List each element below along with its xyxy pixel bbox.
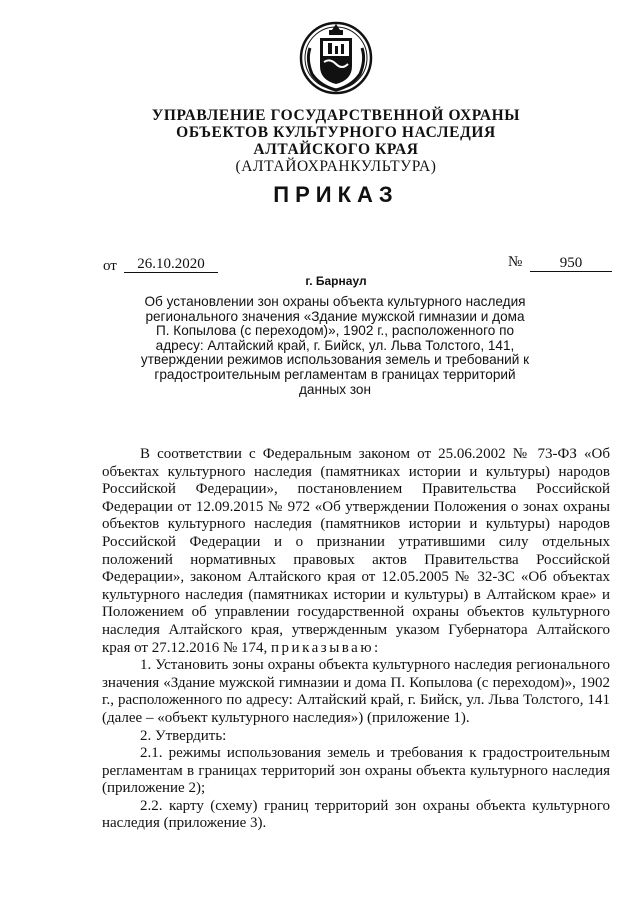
document-date: 26.10.2020 xyxy=(124,256,218,273)
preamble-text: В соответствии с Федеральным законом от 25.06.2002 № 73-ФЗ «Об объектах культурного наследия (памятниках истории и культуры) народов Российской Федерации», постановлением Правительства Российской Федерации от 12.09.2015 № 972 «Об утверждении Положения о зонах охраны объектов культурного наследия (памятников истории и культуры) народов Российской Федерации и о признании утратившими силу отдельных положений нормативных правовых актов Правительства Российской Федерации», законом Алтайского края от 12.05.2005 № 32-ЗС «Об объектах культурного наследия (памятниках истории и культуры) в Алтайском крае» и Положением об управлении государственной охраны объектов культурного наследия Алтайского края, утвержденным указом Губернатора Алтайского края от 27.12.2016 № 174, xyxy=(102,446,610,656)
order-word: приказываю: xyxy=(271,639,381,656)
org-name-line-1: УПРАВЛЕНИЕ ГОСУДАРСТВЕННОЙ ОХРАНЫ xyxy=(151,107,521,124)
altai-krai-coat-of-arms-icon xyxy=(298,20,374,96)
subject-line: градостроительным регламентам в границах территорий xyxy=(154,366,516,382)
subject-line: адресу: Алтайский край, г. Бийск, ул. Льва Толстого, 141, xyxy=(155,337,515,353)
subject-line: П. Копылова (с переходом)», 1902 г., расположенного по xyxy=(155,323,515,339)
subject-line: Об установлении зон охраны объекта культурного наследия xyxy=(144,294,526,309)
item-2-2: 2.2. карту (схему) границ территорий зон охраны объекта культурного наследия (приложение 3). xyxy=(102,797,610,832)
preamble-paragraph xyxy=(102,446,610,657)
document-type-title: ПРИКАЗ xyxy=(273,182,399,207)
item-2: 2. Утвердить: xyxy=(140,727,227,744)
subject-line: регионального значения «Здание мужской гимназии и дома xyxy=(145,308,525,324)
org-name-line-4: (АЛТАЙОХРАНКУЛЬТУРА) xyxy=(235,158,437,175)
subject-line: данных зон xyxy=(299,381,371,397)
document-subject xyxy=(125,295,545,397)
city: г. Барнаул xyxy=(305,274,367,288)
subject-line: утверждении режимов использования земель и требований к xyxy=(140,352,530,368)
org-name-line-3: АЛТАЙСКОГО КРАЯ xyxy=(253,141,419,158)
document-body xyxy=(102,446,610,833)
org-name-line-2: ОБЪЕКТОВ КУЛЬТУРНОГО НАСЛЕДИЯ xyxy=(176,124,496,141)
number-prefix: № xyxy=(508,254,523,270)
item-1: 1. Установить зоны охраны объекта культурного наследия регионального значения «Здание мужской гимназии и дома П. Копылова (с переходом)», 1902 г., расположенного по адресу: Алтайский край, г. Бийск, ул. Льва Толстого, 141 (далее – «объект культурного наследия») (приложение 1). xyxy=(102,657,610,726)
date-prefix: от xyxy=(103,258,117,274)
document-number: 950 xyxy=(530,255,612,272)
item-2-1: 2.1. режимы использования земель и требования к градостроительным регламентам в границах территорий зон охраны объекта культурного наследия (приложение 2); xyxy=(102,745,610,797)
